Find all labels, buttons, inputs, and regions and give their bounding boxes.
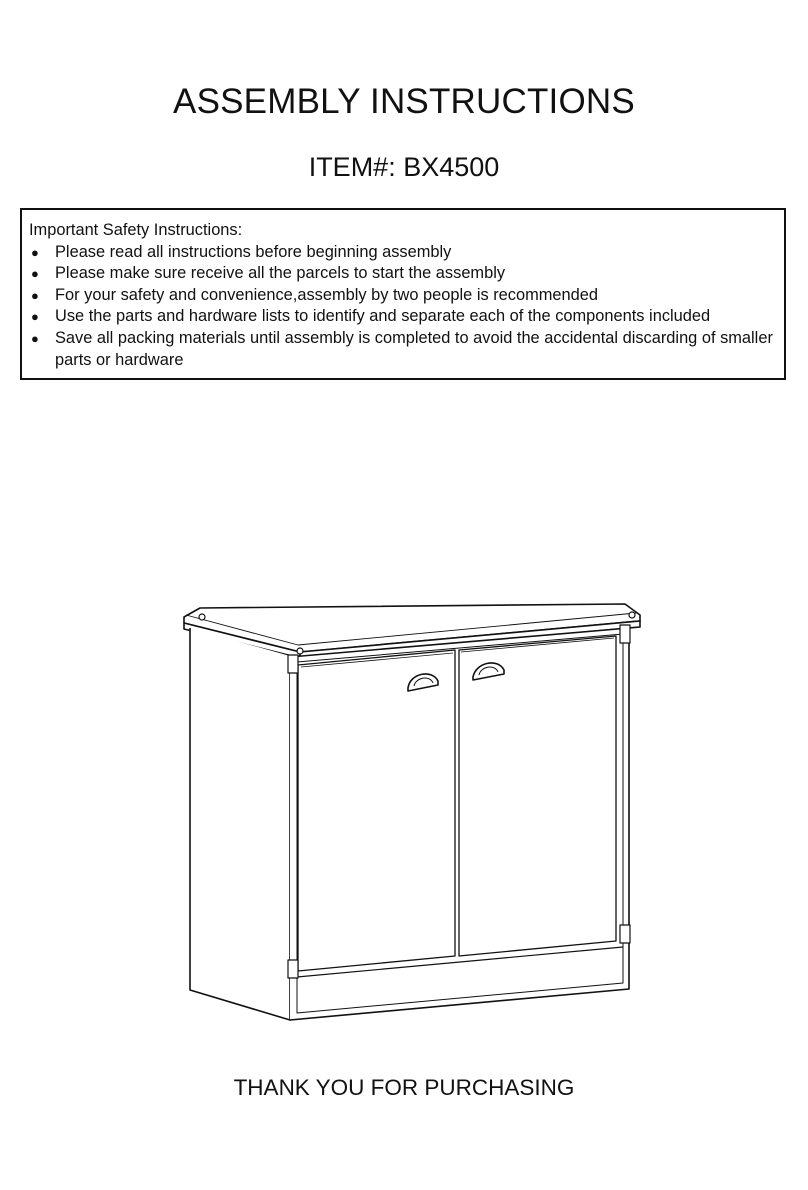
safety-item-text: Please read all instructions before beginning assembly (55, 242, 452, 261)
safety-item (29, 242, 784, 264)
safety-item-text: Please make sure receive all the parcels to start the assembly (55, 264, 506, 283)
bullet-icon: ● (31, 330, 39, 346)
safety-item (29, 263, 784, 285)
bullet-icon: ● (31, 244, 39, 260)
item-number: ITEM#: BX4500 (308, 152, 500, 182)
bullet-icon: ● (31, 287, 39, 303)
safety-item (29, 306, 784, 328)
safety-instructions-box (20, 208, 786, 380)
safety-item-text: Use the parts and hardware lists to identify and separate each of the components included (55, 307, 711, 326)
safety-item-text: Save all packing materials until assembly is completed to avoid the accidental discarding of smaller parts or hardware (55, 328, 773, 369)
cabinet-illustration (170, 595, 650, 1035)
thank-you-message: THANK YOU FOR PURCHASING (233, 1075, 575, 1100)
document-title: ASSEMBLY INSTRUCTIONS (173, 82, 635, 121)
safety-item (29, 328, 784, 371)
bullet-icon: ● (31, 309, 39, 325)
safety-item (29, 285, 784, 307)
cabinet-side-panel (190, 628, 290, 1020)
safety-heading: Important Safety Instructions: (29, 221, 243, 239)
bullet-icon: ● (31, 266, 39, 282)
safety-item-text: For your safety and convenience,assembly by two people is recommended (55, 285, 598, 304)
safety-list (29, 242, 784, 372)
